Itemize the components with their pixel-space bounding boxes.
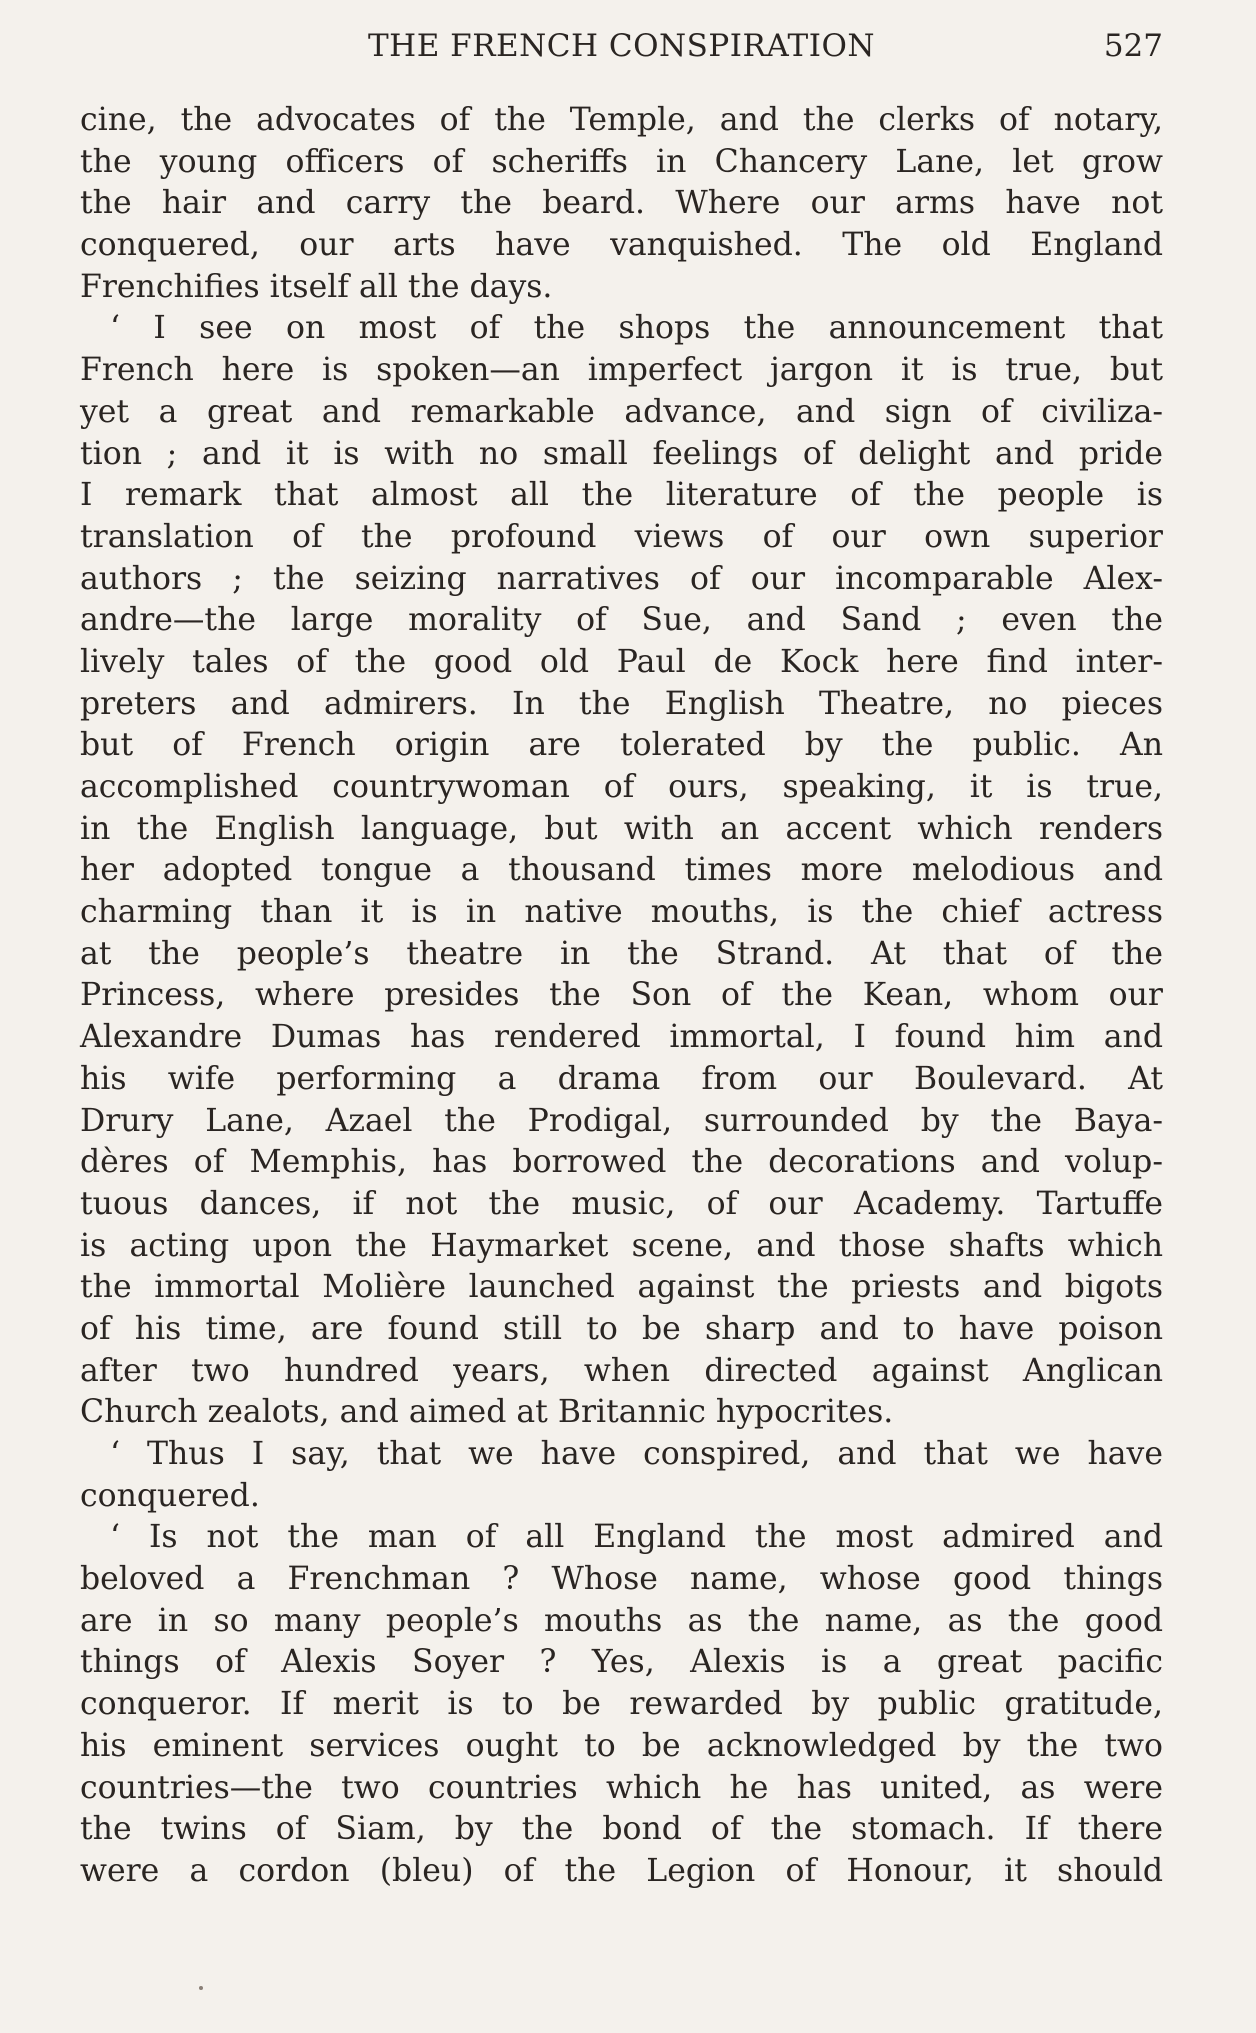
text-line: translation of the profound views of our own superior <box>80 518 1163 555</box>
paragraph-start-line: ‘ Is not the man of all England the most admired and <box>110 1519 1163 1556</box>
text-line: I remark that almost all the literature of the people is <box>80 477 1163 514</box>
running-title: THE FRENCH CONSPIRATION <box>367 28 875 64</box>
print-speck <box>199 1986 203 1990</box>
text-line: her adopted tongue a thousand times more melodious and <box>80 852 1163 889</box>
text-line: lively tales of the good old Paul de Kock here find inter- <box>80 643 1163 680</box>
text-line: conqueror. If merit is to be rewarded by public gratitude, <box>80 1686 1163 1723</box>
text-line: is acting upon the Haymarket scene, and those shafts which <box>80 1227 1163 1264</box>
body-text <box>80 100 1163 1893</box>
text-line: the immortal Molière launched against the priests and bigots <box>80 1269 1163 1306</box>
text-line: the hair and carry the beard. Where our arms have not <box>80 185 1163 222</box>
text-line: were a cordon (bleu) of the Legion of Honour, it should <box>80 1852 1163 1889</box>
text-line: charming than it is in native mouths, is the chief actress <box>80 894 1163 931</box>
text-line: accomplished countrywoman of ours, speaking, it is true, <box>80 769 1163 805</box>
text-line: conquered, our arts have vanquished. The old England <box>80 227 1163 264</box>
text-line: conquered. <box>80 1477 260 1514</box>
text-line: after two hundred years, when directed against Anglican <box>80 1352 1163 1389</box>
text-line: his wife performing a drama from our Boulevard. At <box>80 1060 1163 1097</box>
text-line: Drury Lane, Azael the Prodigal, surrounded by the Baya- <box>80 1102 1163 1139</box>
text-line: at the people’s theatre in the Strand. At that of the <box>80 935 1163 972</box>
text-line: andre—the large morality of Sue, and Sand ; even the <box>80 602 1163 639</box>
text-line: are in so many people’s mouths as the name, as the good <box>80 1602 1163 1639</box>
text-line: his eminent services ought to be acknowledged by the two <box>80 1727 1163 1764</box>
text-line: French here is spoken—an imperfect jargon it is true, but <box>80 352 1163 389</box>
text-line: tuous dances, if not the music, of our Academy. Tartuffe <box>80 1185 1163 1222</box>
text-line: but of French origin are tolerated by the public. An <box>80 727 1163 764</box>
text-line: the young officers of scheriffs in Chancery Lane, let grow <box>80 143 1163 180</box>
text-line: Princess, where presides the Son of the Kean, whom our <box>80 977 1163 1014</box>
running-head <box>80 28 1163 72</box>
text-line: the twins of Siam, by the bond of the stomach. If there <box>80 1811 1163 1848</box>
text-line: beloved a Frenchman ? Whose name, whose good things <box>80 1561 1163 1598</box>
text-line: yet a great and remarkable advance, and sign of civiliza- <box>80 393 1163 430</box>
text-line: preters and admirers. In the English Theatre, no pieces <box>80 685 1163 722</box>
text-line: countries—the two countries which he has united, as were <box>80 1769 1163 1806</box>
text-line: tion ; and it is with no small feelings of delight and pride <box>80 435 1163 472</box>
text-line: things of Alexis Soyer ? Yes, Alexis is a great pacific <box>80 1644 1163 1681</box>
text-line: Church zealots, and aimed at Britannic hypocrites. <box>80 1394 894 1431</box>
text-line: authors ; the seizing narratives of our incomparable Alex- <box>80 560 1163 597</box>
paragraph-start-line: ‘ Thus I say, that we have conspired, and that we have <box>110 1436 1163 1472</box>
text-line: in the English language, but with an accent which renders <box>80 810 1163 847</box>
text-line: Frenchifies itself all the days. <box>80 268 553 305</box>
text-line: of his time, are found still to be sharp and to have poison <box>80 1310 1163 1347</box>
text-line: Alexandre Dumas has rendered immortal, I found him and <box>80 1019 1163 1056</box>
paragraph-start-line: ‘ I see on most of the shops the announcement that <box>110 310 1163 347</box>
page-number: 527 <box>1103 28 1163 64</box>
text-line: cine, the advocates of the Temple, and the clerks of notary, <box>80 102 1163 138</box>
text-line: dères of Memphis, has borrowed the decorations and volup- <box>80 1144 1163 1181</box>
